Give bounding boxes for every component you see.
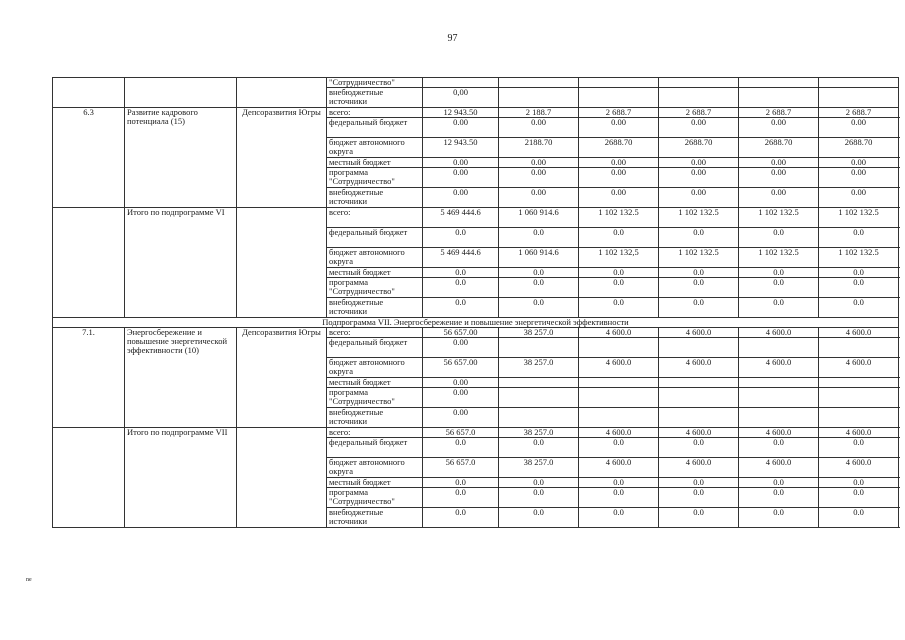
amount-cell: 0.0 xyxy=(499,298,579,318)
funding-source: федеральный бюджет xyxy=(327,228,423,248)
measure-executor xyxy=(237,428,327,528)
amount-cell: 0.00 xyxy=(423,338,499,358)
amount-cell: 0.0 xyxy=(819,298,899,318)
amount-cell: 0.00 xyxy=(423,378,499,388)
amount-cell xyxy=(739,408,819,428)
amount-cell xyxy=(579,338,659,358)
amount-cell: 0.0 xyxy=(423,438,499,458)
amount-cell: 5 469 444.6 xyxy=(423,248,499,268)
amount-cell: 0.00 xyxy=(423,158,499,168)
amount-cell: 2 688.7 xyxy=(739,108,819,118)
amount-cell: 0.0 xyxy=(423,298,499,318)
amount-cell xyxy=(579,78,659,88)
amount-cell: 4 600.0 xyxy=(819,428,899,438)
funding-source: местный бюджет xyxy=(327,478,423,488)
amount-cell: 12 943.50 xyxy=(423,138,499,158)
amount-cell: 0.0 xyxy=(819,438,899,458)
amount-cell xyxy=(739,338,819,358)
funding-source: бюджет автономного округа xyxy=(327,248,423,268)
amount-cell xyxy=(499,388,579,408)
measure-name: Итого по подпрограмме VI xyxy=(125,208,237,318)
amount-cell xyxy=(499,378,579,388)
amount-cell xyxy=(659,88,739,108)
amount-cell: 38 257.0 xyxy=(499,328,579,338)
amount-cell xyxy=(659,378,739,388)
funding-source: программа "Сотрудничество" xyxy=(327,168,423,188)
amount-cell: 4 600.0 xyxy=(739,458,819,478)
amount-cell: 0.0 xyxy=(579,508,659,528)
funding-source: бюджет автономного округа xyxy=(327,358,423,378)
funding-source: программа "Сотрудничество" xyxy=(327,388,423,408)
amount-cell: 0.0 xyxy=(499,508,579,528)
amount-cell: 0.00 xyxy=(579,188,659,208)
amount-cell: 0.00 xyxy=(423,408,499,428)
funding-source: всего: xyxy=(327,108,423,118)
amount-cell: 0.0 xyxy=(579,278,659,298)
amount-cell: 2188.70 xyxy=(499,138,579,158)
amount-cell: 0.00 xyxy=(659,118,739,138)
amount-cell xyxy=(499,338,579,358)
amount-cell: 0.0 xyxy=(659,488,739,508)
amount-cell xyxy=(819,378,899,388)
funding-source: внебюджетные источники xyxy=(327,88,423,108)
amount-cell: 0.00 xyxy=(423,188,499,208)
amount-cell: 0.0 xyxy=(423,488,499,508)
amount-cell: 4 600.0 xyxy=(579,428,659,438)
funding-source: федеральный бюджет xyxy=(327,438,423,458)
amount-cell: 0.0 xyxy=(423,278,499,298)
funding-source: "Сотрудничество" xyxy=(327,78,423,88)
amount-cell: 2 188.7 xyxy=(499,108,579,118)
amount-cell xyxy=(819,78,899,88)
amount-cell: 1 102 132.5 xyxy=(659,208,739,228)
funding-source: внебюджетные источники xyxy=(327,408,423,428)
corner-mark: ne xyxy=(26,577,32,583)
amount-cell: 0.0 xyxy=(659,478,739,488)
amount-cell: 38 257.0 xyxy=(499,428,579,438)
amount-cell: 56 657.0 xyxy=(423,458,499,478)
measure-name xyxy=(125,78,237,108)
amount-cell: 0.0 xyxy=(739,278,819,298)
amount-cell: 0.00 xyxy=(579,158,659,168)
amount-cell: 0.00 xyxy=(659,158,739,168)
table-row xyxy=(53,328,899,338)
amount-cell: 4 600.0 xyxy=(819,458,899,478)
amount-cell: 0.00 xyxy=(739,188,819,208)
funding-source: бюджет автономного округа xyxy=(327,458,423,478)
amount-cell: 0.0 xyxy=(819,478,899,488)
amount-cell: 0.00 xyxy=(499,118,579,138)
amount-cell: 56 657.00 xyxy=(423,328,499,338)
amount-cell: 0.00 xyxy=(423,388,499,408)
amount-cell: 0.0 xyxy=(423,268,499,278)
amount-cell xyxy=(579,408,659,428)
amount-cell: 4 600.0 xyxy=(579,458,659,478)
amount-cell: 0.00 xyxy=(579,168,659,188)
measure-executor: Депсоразвития Югры xyxy=(237,328,327,428)
amount-cell: 12 943.50 xyxy=(423,108,499,118)
budget-table xyxy=(52,77,899,528)
amount-cell: 0.0 xyxy=(499,278,579,298)
table-row xyxy=(53,78,899,88)
amount-cell: 0.00 xyxy=(739,168,819,188)
amount-cell xyxy=(579,88,659,108)
amount-cell xyxy=(739,78,819,88)
amount-cell: 0.00 xyxy=(819,158,899,168)
funding-source: местный бюджет xyxy=(327,158,423,168)
amount-cell: 56 657.0 xyxy=(423,428,499,438)
amount-cell: 0.00 xyxy=(659,168,739,188)
amount-cell xyxy=(659,78,739,88)
amount-cell: 0.0 xyxy=(579,298,659,318)
measure-number xyxy=(53,208,125,318)
amount-cell: 2688.70 xyxy=(579,138,659,158)
amount-cell: 56 657.00 xyxy=(423,358,499,378)
amount-cell: 0.0 xyxy=(659,228,739,248)
amount-cell: 0.00 xyxy=(819,168,899,188)
funding-source: внебюджетные источники xyxy=(327,188,423,208)
amount-cell: 1 102 132.5 xyxy=(819,208,899,228)
amount-cell: 0.0 xyxy=(819,488,899,508)
amount-cell: 0.0 xyxy=(739,228,819,248)
amount-cell: 0.0 xyxy=(819,268,899,278)
amount-cell: 0.0 xyxy=(499,228,579,248)
funding-source: всего: xyxy=(327,328,423,338)
amount-cell: 0.0 xyxy=(739,268,819,278)
funding-source: федеральный бюджет xyxy=(327,338,423,358)
funding-source: местный бюджет xyxy=(327,378,423,388)
amount-cell: 0.0 xyxy=(579,478,659,488)
amount-cell: 0.0 xyxy=(659,438,739,458)
amount-cell xyxy=(739,88,819,108)
amount-cell: 4 600.0 xyxy=(659,428,739,438)
amount-cell xyxy=(739,388,819,408)
amount-cell: 0.0 xyxy=(499,478,579,488)
amount-cell: 0.0 xyxy=(819,278,899,298)
page-number: 97 xyxy=(447,33,458,44)
measure-name: Энергосбережение и повышение энергетической эффективности (10) xyxy=(125,328,237,428)
measure-name: Развитие кадрового потенциала (15) xyxy=(125,108,237,208)
amount-cell xyxy=(499,78,579,88)
measure-number: 6.3 xyxy=(53,108,125,208)
measure-executor xyxy=(237,208,327,318)
funding-source: бюджет автономного округа xyxy=(327,138,423,158)
amount-cell: 0.0 xyxy=(659,508,739,528)
measure-number xyxy=(53,428,125,528)
amount-cell: 4 600.0 xyxy=(739,358,819,378)
measure-executor xyxy=(237,78,327,108)
budget-table-body xyxy=(53,78,899,528)
amount-cell: 0.00 xyxy=(423,168,499,188)
amount-cell: 0.00 xyxy=(739,158,819,168)
amount-cell xyxy=(423,78,499,88)
amount-cell: 0.00 xyxy=(499,168,579,188)
amount-cell: 0.00 xyxy=(819,188,899,208)
amount-cell: 0.00 xyxy=(423,118,499,138)
funding-source: внебюджетные источники xyxy=(327,508,423,528)
funding-source: программа "Сотрудничество" xyxy=(327,488,423,508)
section-header: Подпрограмма VII. Энергосбережение и повышение энергетической эффективности xyxy=(53,318,899,328)
section-header-row xyxy=(53,318,899,328)
amount-cell xyxy=(499,408,579,428)
measure-number xyxy=(53,78,125,108)
measure-executor: Депсоразвития Югры xyxy=(237,108,327,208)
amount-cell xyxy=(819,88,899,108)
amount-cell: 4 600.0 xyxy=(659,328,739,338)
amount-cell: 2688.70 xyxy=(659,138,739,158)
amount-cell xyxy=(659,408,739,428)
amount-cell: 0.00 xyxy=(499,188,579,208)
amount-cell xyxy=(739,378,819,388)
amount-cell: 4 600.0 xyxy=(739,328,819,338)
amount-cell: 0.00 xyxy=(739,118,819,138)
funding-source: всего: xyxy=(327,428,423,438)
amount-cell xyxy=(819,408,899,428)
amount-cell: 4 600.0 xyxy=(659,358,739,378)
amount-cell: 0.0 xyxy=(739,508,819,528)
amount-cell: 38 257.0 xyxy=(499,358,579,378)
amount-cell: 0.0 xyxy=(499,438,579,458)
amount-cell: 2688.70 xyxy=(819,138,899,158)
amount-cell: 38 257.0 xyxy=(499,458,579,478)
amount-cell: 4 600.0 xyxy=(819,358,899,378)
amount-cell: 4 600.0 xyxy=(819,328,899,338)
amount-cell xyxy=(579,388,659,408)
amount-cell: 1 102 132.5 xyxy=(659,248,739,268)
amount-cell xyxy=(819,338,899,358)
amount-cell: 0.0 xyxy=(499,488,579,508)
funding-source: внебюджетные источники xyxy=(327,298,423,318)
amount-cell xyxy=(659,338,739,358)
amount-cell xyxy=(819,388,899,408)
amount-cell: 0.0 xyxy=(579,228,659,248)
amount-cell: 0.00 xyxy=(579,118,659,138)
amount-cell: 2 688.7 xyxy=(579,108,659,118)
amount-cell: 1 060 914.6 xyxy=(499,248,579,268)
amount-cell: 1 102 132,5 xyxy=(579,248,659,268)
amount-cell: 0.0 xyxy=(739,298,819,318)
amount-cell: 0.0 xyxy=(819,228,899,248)
amount-cell: 0.0 xyxy=(819,508,899,528)
amount-cell: 0.0 xyxy=(423,478,499,488)
amount-cell: 2 688.7 xyxy=(659,108,739,118)
amount-cell: 0.0 xyxy=(499,268,579,278)
table-row xyxy=(53,428,899,438)
funding-source: всего: xyxy=(327,208,423,228)
amount-cell: 4 600.0 xyxy=(739,428,819,438)
amount-cell: 4 600.0 xyxy=(659,458,739,478)
table-row xyxy=(53,108,899,118)
amount-cell: 1 102 132.5 xyxy=(739,248,819,268)
amount-cell: 0.00 xyxy=(659,188,739,208)
amount-cell: 0.0 xyxy=(659,298,739,318)
amount-cell: 1 102 132.5 xyxy=(579,208,659,228)
amount-cell: 0.0 xyxy=(579,488,659,508)
amount-cell: 0.0 xyxy=(659,278,739,298)
amount-cell xyxy=(659,388,739,408)
funding-source: федеральный бюджет xyxy=(327,118,423,138)
amount-cell: 1 060 914.6 xyxy=(499,208,579,228)
amount-cell: 0.00 xyxy=(499,158,579,168)
amount-cell: 4 600.0 xyxy=(579,328,659,338)
measure-name: Итого по подпрограмме VII xyxy=(125,428,237,528)
amount-cell: 0.0 xyxy=(579,438,659,458)
amount-cell: 0.0 xyxy=(739,438,819,458)
amount-cell: 1 102 132.5 xyxy=(819,248,899,268)
table-row xyxy=(53,208,899,228)
measure-number: 7.1. xyxy=(53,328,125,428)
amount-cell xyxy=(579,378,659,388)
funding-source: программа "Сотрудничество" xyxy=(327,278,423,298)
amount-cell: 0.0 xyxy=(423,508,499,528)
amount-cell: 0.0 xyxy=(739,488,819,508)
amount-cell: 0.0 xyxy=(659,268,739,278)
amount-cell: 5 469 444.6 xyxy=(423,208,499,228)
amount-cell: 1 102 132.5 xyxy=(739,208,819,228)
amount-cell: 0,00 xyxy=(423,88,499,108)
funding-source: местный бюджет xyxy=(327,268,423,278)
amount-cell: 0.0 xyxy=(579,268,659,278)
amount-cell: 0.0 xyxy=(423,228,499,248)
amount-cell: 4 600.0 xyxy=(579,358,659,378)
amount-cell: 2 688.7 xyxy=(819,108,899,118)
amount-cell: 2688.70 xyxy=(739,138,819,158)
amount-cell xyxy=(499,88,579,108)
amount-cell: 0.00 xyxy=(819,118,899,138)
amount-cell: 0.0 xyxy=(739,478,819,488)
